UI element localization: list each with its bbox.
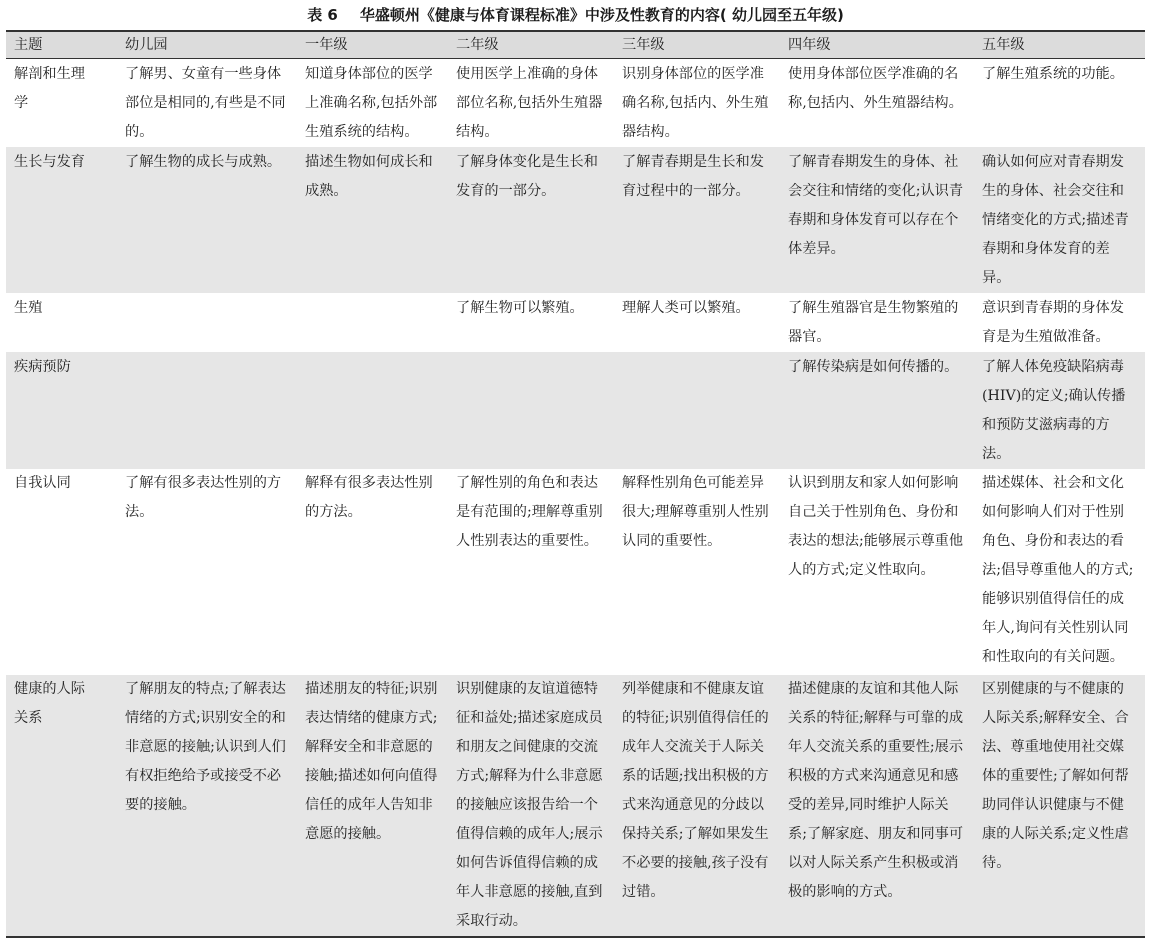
table-cell bbox=[297, 352, 448, 469]
table-cell: 意识到青春期的身体发育是为生殖做准备。 bbox=[982, 300, 1124, 345]
table-cell: 了解性别的角色和表达是有范围的;理解尊重别人性别表达的重要性。 bbox=[456, 475, 603, 549]
table-row bbox=[6, 469, 1145, 675]
table-row bbox=[6, 352, 1145, 469]
header-row bbox=[6, 31, 1145, 59]
row-theme: 生长与发育 bbox=[14, 154, 85, 170]
header-grade-3: 三年级 bbox=[614, 31, 780, 59]
table-cell bbox=[117, 293, 297, 352]
row-theme: 疾病预防 bbox=[14, 359, 71, 375]
table-cell: 认识到朋友和家人如何影响自己关于性别角色、身份和表达的想法;能够展示尊重他人的方式;定义性取向。 bbox=[788, 475, 964, 578]
table-row bbox=[6, 147, 1145, 293]
header-kindergarten: 幼儿园 bbox=[117, 31, 297, 59]
table-cell: 解释性别角色可能差异很大;理解尊重别人性别认同的重要性。 bbox=[622, 475, 769, 549]
row-theme: 自我认同 bbox=[14, 475, 71, 491]
row-theme: 解剖和生理学 bbox=[14, 66, 85, 111]
table-cell bbox=[117, 352, 297, 469]
table-cell: 区别健康的与不健康的人际关系;解释安全、合法、尊重地使用社交媒体的重要性;了解如何帮助同伴认识健康与不健康的人际关系;定义性虐待。 bbox=[982, 681, 1129, 871]
table-number: 表 6 bbox=[307, 6, 338, 24]
table-cell: 描述健康的友谊和其他人际关系的特征;解释与可靠的成年人交流关系的重要性;展示积极的方式来沟通意见和感受的差异,同时维护人际关系;了解家庭、朋友和同事可以对人际关系产生积极或消极的影响的方式。 bbox=[788, 681, 964, 900]
table-cell bbox=[297, 293, 448, 352]
table-cell: 使用医学上准确的身体部位名称,包括外生殖器结构。 bbox=[456, 66, 603, 140]
table-cell: 知道身体部位的医学上准确名称,包括外部生殖系统的结构。 bbox=[305, 66, 438, 140]
table-cell: 描述朋友的特征;识别表达情绪的健康方式;解释安全和非意愿的接触;描述如何向值得信任的成年人告知非意愿的接触。 bbox=[305, 681, 438, 842]
table-cell: 理解人类可以繁殖。 bbox=[622, 300, 750, 316]
table-row bbox=[6, 675, 1145, 937]
table-cell: 描述生物如何成长和成熟。 bbox=[305, 154, 433, 199]
header-grade-4: 四年级 bbox=[780, 31, 974, 59]
table-cell: 了解生物可以繁殖。 bbox=[456, 300, 584, 316]
header-grade-5: 五年级 bbox=[974, 31, 1145, 59]
header-grade-2: 二年级 bbox=[448, 31, 614, 59]
header-theme: 主题 bbox=[6, 31, 117, 59]
table-cell: 了解生殖系统的功能。 bbox=[982, 66, 1124, 82]
table-cell: 解释有很多表达性别的方法。 bbox=[305, 475, 433, 520]
table-cell bbox=[448, 352, 614, 469]
table-row bbox=[6, 59, 1145, 148]
table-cell: 了解有很多表达性别的方法。 bbox=[125, 475, 282, 520]
table-cell bbox=[614, 352, 780, 469]
table-cell: 识别健康的友谊道德特征和益处;描述家庭成员和朋友之间健康的交流方式;解释为什么非意愿的接触应该报告给一个值得信赖的成年人;展示如何告诉值得信赖的成年人非意愿的接触,直到采取行动。 bbox=[456, 681, 603, 929]
table-cell: 了解传染病是如何传播的。 bbox=[788, 359, 959, 375]
row-theme: 生殖 bbox=[14, 300, 43, 316]
table-cell: 了解朋友的特点;了解表达情绪的方式;识别安全的和非意愿的接触;认识到人们有权拒绝给予或接受不必要的接触。 bbox=[125, 681, 286, 813]
table-cell: 了解生殖器官是生物繁殖的器官。 bbox=[788, 300, 959, 345]
table-cell: 列举健康和不健康友谊的特征;识别值得信任的成年人交流关于人际关系的话题;找出积极的方式来沟通意见的分歧以保持关系;了解如果发生不必要的接触,孩子没有过错。 bbox=[622, 681, 769, 900]
table-caption bbox=[6, 0, 1145, 30]
table-cell: 了解青春期发生的身体、社会交往和情绪的变化;认识青春期和身体发育可以存在个体差异。 bbox=[788, 154, 964, 257]
table-cell: 使用身体部位医学准确的名称,包括内、外生殖器结构。 bbox=[788, 66, 963, 111]
table-cell: 确认如何应对青春期发生的身体、社会交往和情绪变化的方式;描述青春期和身体发育的差异。 bbox=[982, 154, 1129, 286]
table-cell: 了解男、女童有一些身体部位是相同的,有些是不同的。 bbox=[125, 66, 286, 140]
header-grade-1: 一年级 bbox=[297, 31, 448, 59]
table-cell: 了解人体免疫缺陷病毒(HIV)的定义;确认传播和预防艾滋病毒的方法。 bbox=[982, 359, 1126, 462]
row-theme: 健康的人际关系 bbox=[14, 681, 85, 726]
table-cell: 了解生物的成长与成熟。 bbox=[125, 154, 282, 170]
table-cell: 了解青春期是生长和发育过程中的一部分。 bbox=[622, 154, 764, 199]
curriculum-table bbox=[6, 30, 1145, 938]
table-cell: 了解身体变化是生长和发育的一部分。 bbox=[456, 154, 598, 199]
table-cell: 识别身体部位的医学准确名称,包括内、外生殖器结构。 bbox=[622, 66, 769, 140]
table-title: 华盛顿州《健康与体育课程标准》中涉及性教育的内容( 幼儿园至五年级) bbox=[359, 6, 844, 24]
table-row bbox=[6, 293, 1145, 352]
table-cell: 描述媒体、社会和文化如何影响人们对于性别角色、身份和表达的看法;倡导尊重他人的方式;能够识别值得信任的成年人,询问有关性别认同和性取向的有关问题。 bbox=[982, 475, 1134, 665]
